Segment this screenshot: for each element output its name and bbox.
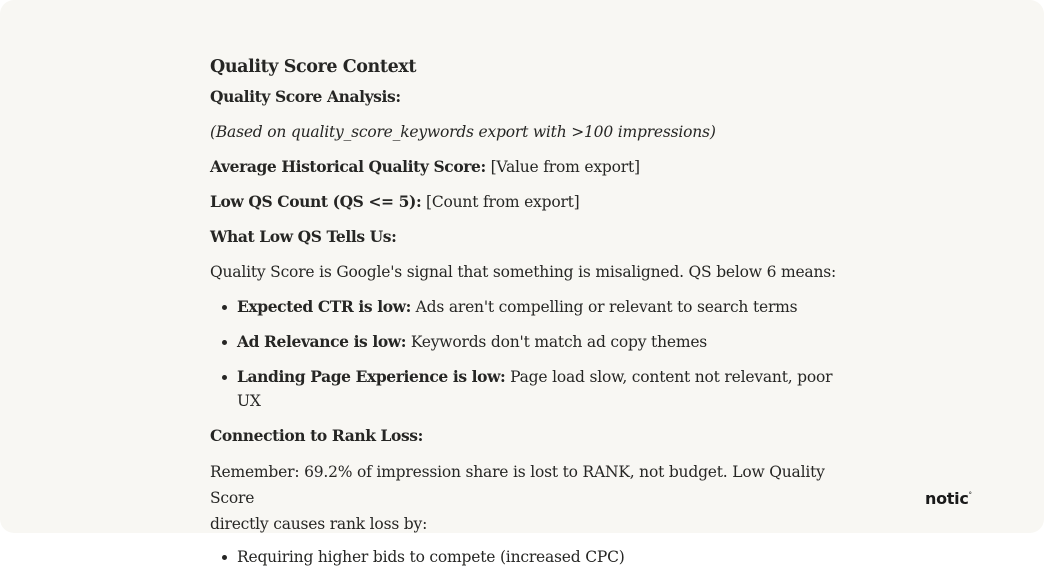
issue-text: Ads aren't compelling or relevant to search terms [415,298,798,316]
avg-qs-line [210,155,850,179]
intro-text: Quality Score is Google's signal that something is misaligned. QS below 6 means: [210,263,837,281]
list-item [210,545,850,569]
issue-label: Ad Relevance is low: [237,332,407,351]
bullet-icon [222,340,227,345]
section-heading: Quality Score Context [210,57,417,77]
list-item [210,365,850,413]
remember-paragraph [210,459,850,537]
brand-mark: ° [968,491,972,499]
list-item [210,295,850,319]
remember-line-2: directly causes rank loss by: [210,515,428,533]
connection-title: Connection to Rank Loss: [210,426,423,445]
analysis-title: Quality Score Analysis: [210,87,401,106]
cause-text: Requiring higher bids to compete (increased CPC) [237,548,625,566]
avg-qs-label: Average Historical Quality Score: [210,157,486,176]
low-qs-label: Low QS Count (QS <= 5): [210,192,422,211]
issues-list [210,295,850,413]
brand-name: notic [925,489,969,508]
bullet-icon [222,305,227,310]
low-qs-value: [Count from export] [426,193,580,211]
brand-logo [925,489,972,508]
low-qs-line [210,190,850,214]
causes-list [210,545,850,569]
issue-text: Keywords don't match ad copy themes [410,333,708,351]
issue-label: Expected CTR is low: [237,297,411,316]
avg-qs-value: [Value from export] [490,158,640,176]
list-item [210,330,850,354]
bullet-icon [222,555,227,560]
bullet-icon [222,375,227,380]
basis-note: (Based on quality_score_keywords export with >100 impressions) [210,123,716,141]
document-content [210,55,850,569]
what-title: What Low QS Tells Us: [210,227,397,246]
issue-label: Landing Page Experience is low: [237,367,506,386]
issue-text: Page load slow, content not relevant, poor UX [237,368,833,410]
remember-line-1: Remember: 69.2% of impression share is lost to RANK, not budget. Low Quality Score [210,463,825,507]
